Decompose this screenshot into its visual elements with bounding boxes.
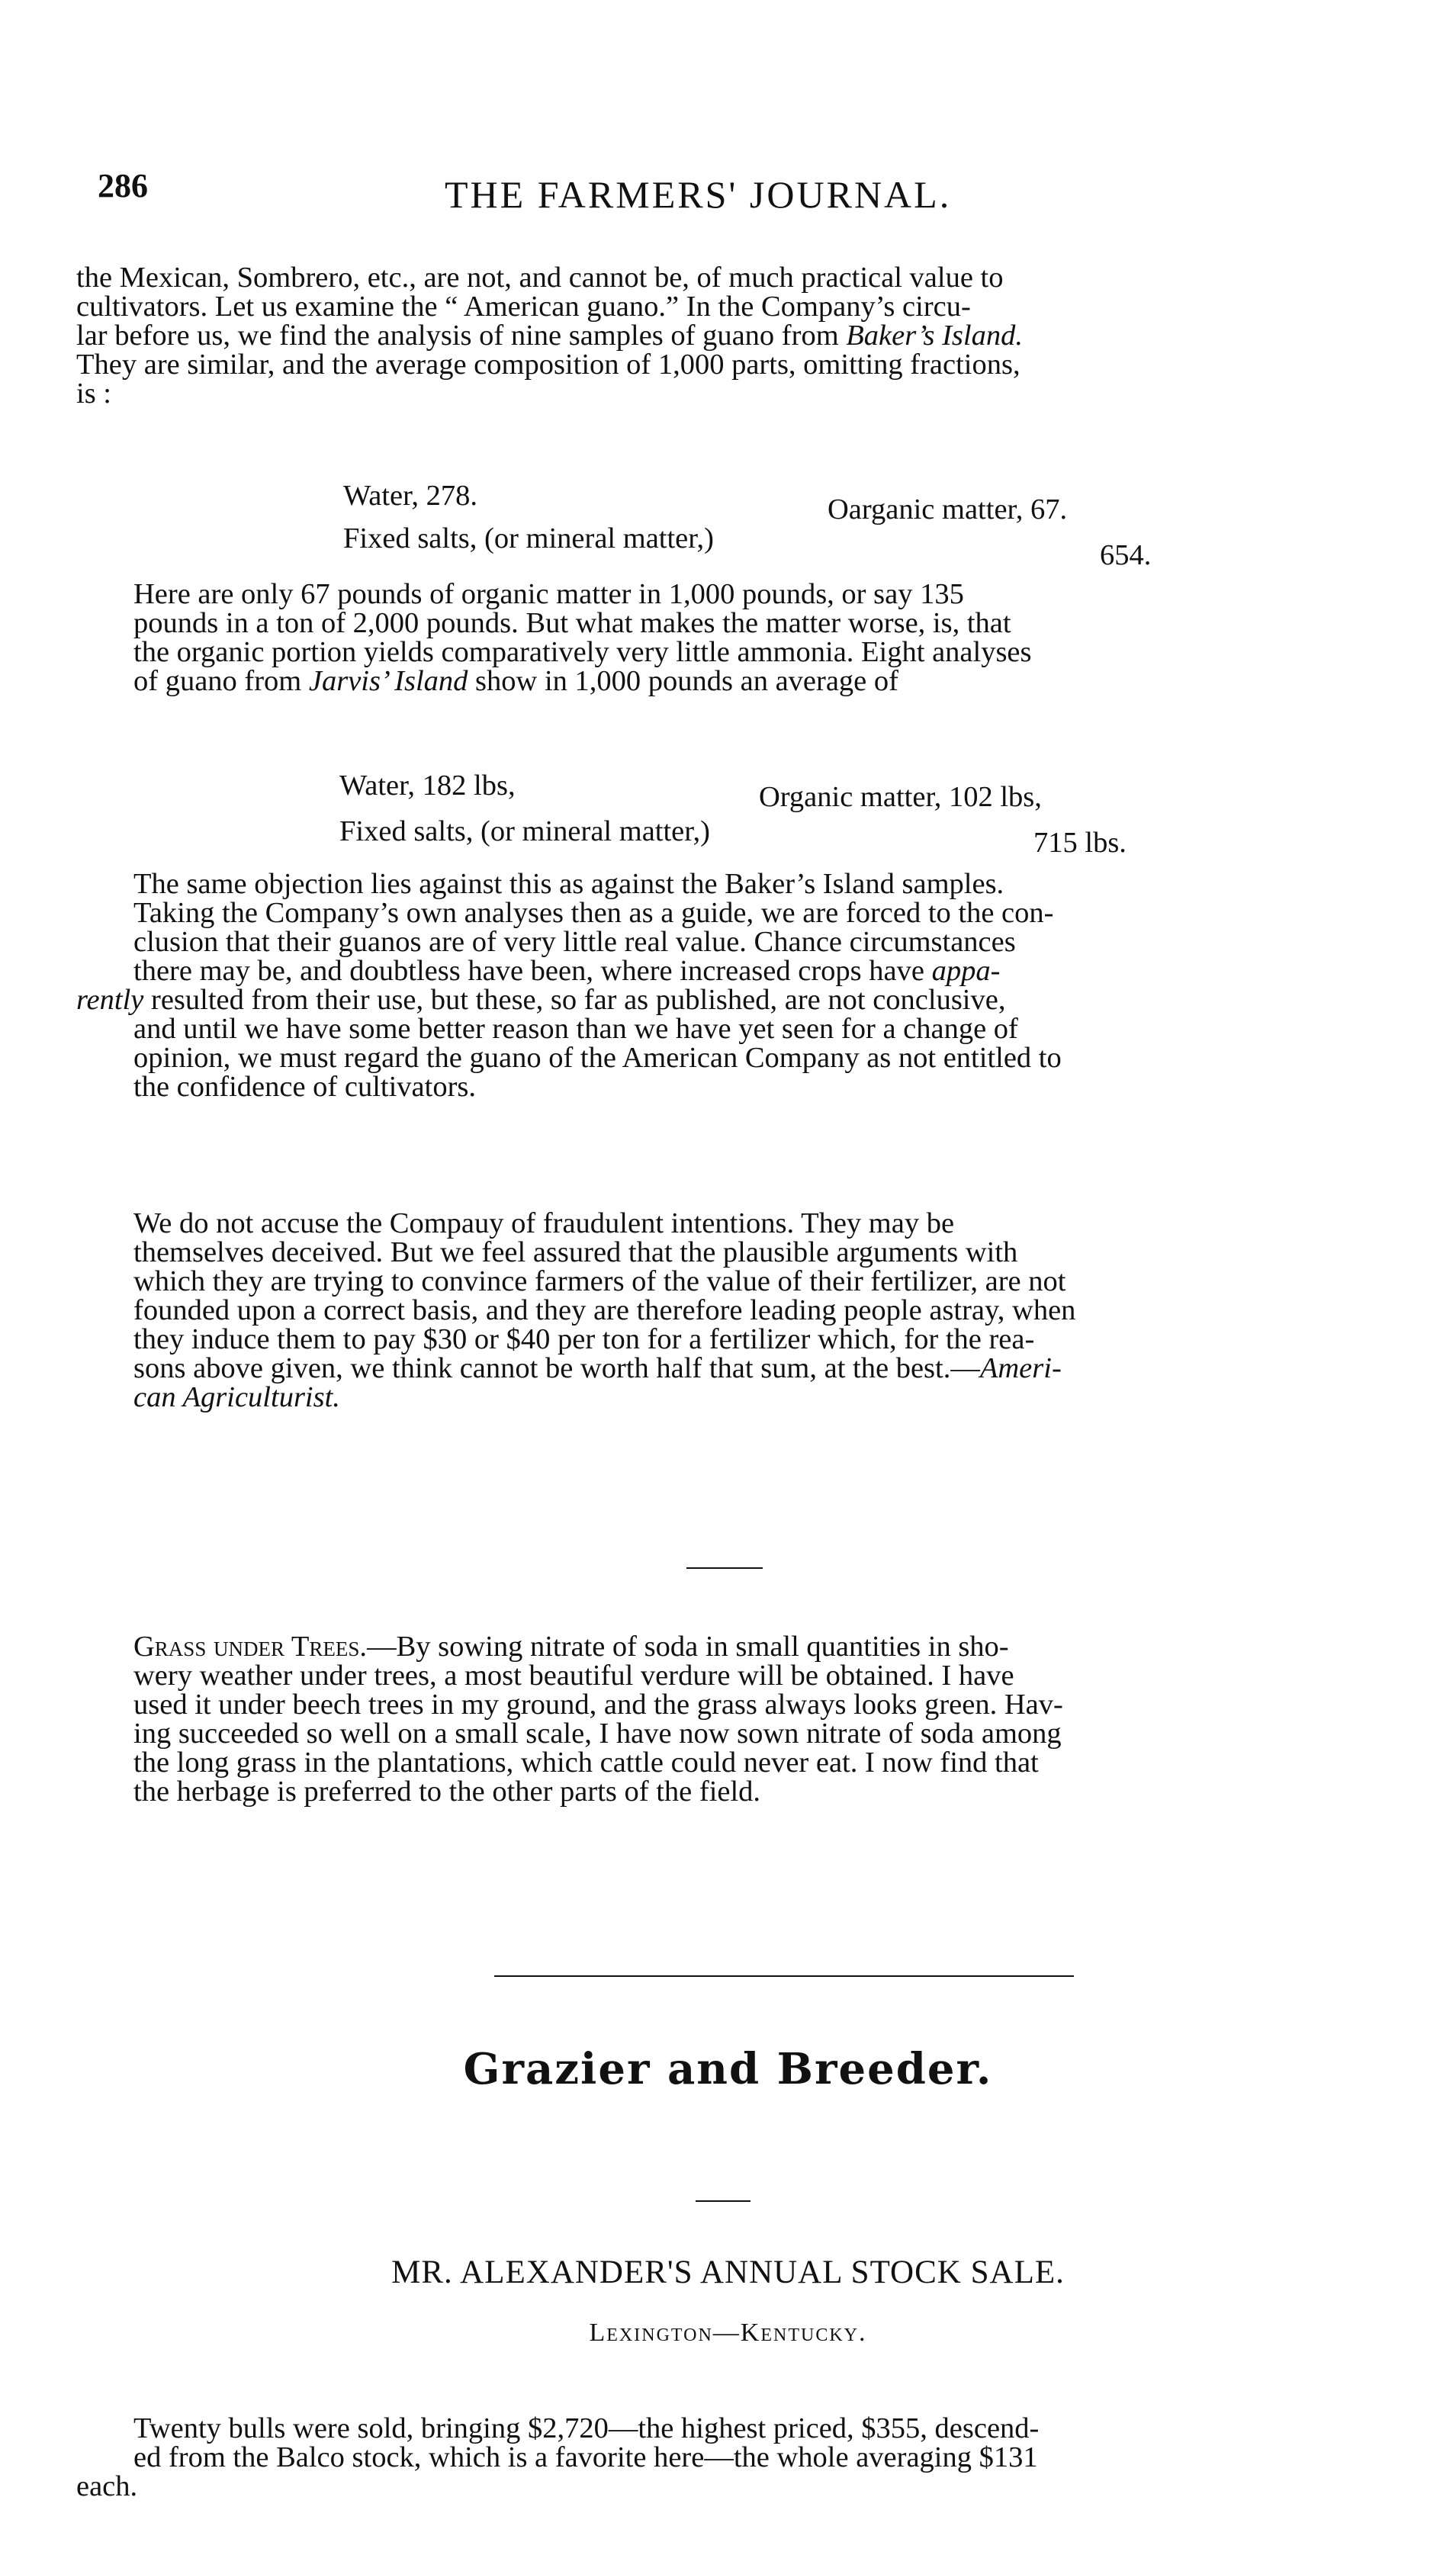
- text-line: Grass under Trees.—By sowing nitrate of soda in small quantities in sho-: [133, 1631, 1009, 1663]
- table2-organic: Organic matter, 102 lbs,: [759, 781, 1042, 813]
- table2-fixed-value: 715 lbs.: [1033, 827, 1127, 859]
- text-line: They are similar, and the average composition of 1,000 parts, omitting fractions,: [76, 349, 1020, 381]
- table2-water: Water, 182 lbs,: [339, 770, 516, 802]
- text-line: founded upon a correct basis, and they are therefore leading people astray, when: [133, 1294, 1076, 1326]
- italic-text: appa-: [931, 955, 1001, 987]
- italic-text: Ameri-: [979, 1352, 1062, 1384]
- text-line: We do not accuse the Compauy of fraudulent intentions. They may be: [133, 1207, 955, 1239]
- text-line: ing succeeded so well on a small scale, I have now sown nitrate of soda among: [133, 1718, 1062, 1750]
- table1-water: Water, 278.: [343, 480, 478, 512]
- text-line: sons above given, we think cannot be worth half that sum, at the best.—Ameri-: [133, 1352, 1062, 1384]
- italic-text: Baker’s Island.: [846, 320, 1023, 352]
- paragraph-grass-under-trees: [76, 1632, 1407, 1806]
- text-line: the long grass in the plantations, which cattle could never eat. I now find that: [133, 1747, 1039, 1779]
- text-line: wery weather under trees, a most beautiful verdure will be obtained. I have: [133, 1660, 1014, 1692]
- text-line: ed from the Balco stock, which is a favorite here—the whole averaging $131: [133, 2441, 1038, 2473]
- text-line: they induce them to pay $30 or $40 per ton for a fertilizer which, for the rea-: [133, 1323, 1035, 1355]
- short-divider: [686, 1567, 763, 1569]
- text-line: pounds in a ton of 2,000 pounds. But what makes the matter worse, is, that: [133, 607, 1011, 639]
- text-line: there may be, and doubtless have been, where increased crops have appa-: [133, 955, 1001, 987]
- text-line: the confidence of cultivators.: [133, 1071, 476, 1103]
- text-line: the organic portion yields comparatively very little ammonia. Eight analyses: [133, 636, 1032, 668]
- italic-text: rently: [76, 984, 144, 1016]
- text-line: cultivators. Let us examine the “ American guano.” In the Company’s circu-: [76, 291, 971, 323]
- text-line: which they are trying to convince farmers of the value of their fertilizer, are not: [133, 1265, 1066, 1297]
- text-line: the herbage is preferred to the other parts of the field.: [133, 1776, 761, 1808]
- text-line: lar before us, we find the analysis of nine samples of guano from Baker’s Island.: [76, 320, 1023, 352]
- text-line: Taking the Company’s own analyses then as a guide, we are forced to the con-: [133, 897, 1054, 929]
- text-line: opinion, we must regard the guano of the American Company as not entitled to: [133, 1042, 1062, 1074]
- page-number: 286: [98, 167, 148, 204]
- text-line: of guano from Jarvis’ Island show in 1,000 pounds an average of: [133, 665, 898, 697]
- article-subtitle: Lexington—Kentucky.: [589, 2319, 867, 2347]
- text-line: [76, 1383, 1407, 1412]
- text-line: is :: [76, 378, 112, 410]
- paragraph-guano-intro: [76, 263, 1407, 408]
- source-attribution: can Agriculturist.: [133, 1381, 340, 1413]
- paragraph-objection: [76, 869, 1407, 1101]
- paragraph-accusation: [76, 1209, 1407, 1412]
- text-line: the Mexican, Sombrero, etc., are not, and cannot be, of much practical value to: [76, 262, 1004, 294]
- text-line: clusion that their guanos are of very little real value. Chance circumstances: [133, 926, 1016, 958]
- short-divider: [696, 2200, 750, 2202]
- table1-fixed-value: 654.: [1100, 539, 1152, 571]
- text-line: and until we have some better reason than we have yet seen for a change of: [133, 1013, 1018, 1045]
- section-heading: Grazier and Breeder.: [463, 2044, 993, 2094]
- page-header: [98, 166, 1409, 220]
- text-line: themselves deceived. But we feel assured that the plausible arguments with: [133, 1236, 1018, 1268]
- table1-fixed-salts: Fixed salts, (or mineral matter,): [343, 522, 714, 554]
- italic-text: Jarvis’ Island: [308, 665, 468, 697]
- text-line: The same objection lies against this as against the Baker’s Island samples.: [133, 868, 1004, 900]
- paragraph-organic-matter: [76, 580, 1407, 696]
- text-line: each.: [76, 2470, 138, 2502]
- section-divider: [494, 1975, 1074, 1977]
- article-title: MR. ALEXANDER'S ANNUAL STOCK SALE.: [391, 2254, 1065, 2290]
- paragraph-stock-sale: [76, 2414, 1407, 2501]
- text-line: Here are only 67 pounds of organic matter in 1,000 pounds, or say 135: [133, 578, 964, 610]
- table1-organic: Oarganic matter, 67.: [828, 493, 1068, 525]
- journal-title: THE FARMERS' JOURNAL.: [445, 173, 952, 216]
- item-heading: Grass under Trees.: [133, 1631, 368, 1663]
- text-line: Twenty bulls were sold, bringing $2,720—the highest priced, $355, descend-: [133, 2412, 1040, 2444]
- table2-fixed-salts: Fixed salts, (or mineral matter,): [339, 815, 710, 847]
- text-line: used it under beech trees in my ground, and the grass always looks green. Hav-: [133, 1689, 1063, 1721]
- text-line: rently resulted from their use, but these, so far as published, are not conclusive,: [76, 984, 1006, 1016]
